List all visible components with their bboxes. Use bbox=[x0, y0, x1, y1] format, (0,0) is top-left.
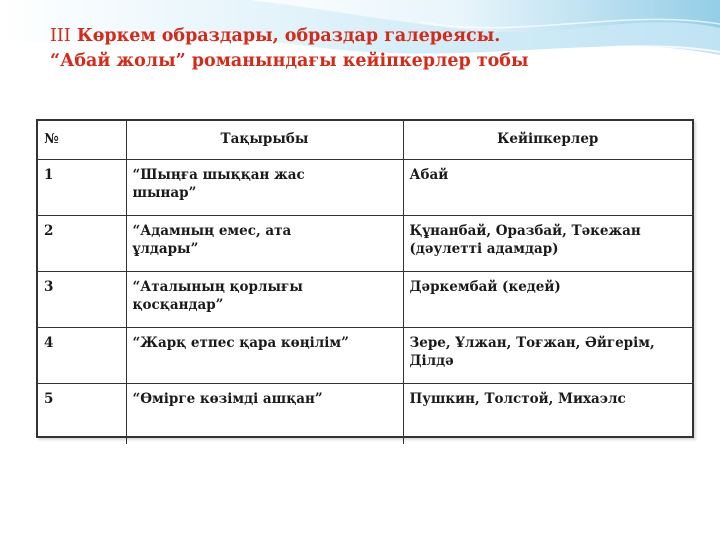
table-row bbox=[38, 271, 692, 327]
cell-characters-line: (дәулетті адамдар) bbox=[409, 240, 559, 257]
cell-topic-line: “Адамның емес, ата bbox=[132, 222, 292, 239]
cell-topic-line: “Жарқ етпес қара көңілім” bbox=[132, 334, 349, 351]
cell-number: 3 bbox=[38, 271, 126, 327]
column-header-number: № bbox=[38, 121, 126, 159]
title-line-1 bbox=[50, 24, 529, 49]
cell-characters-line: Құнанбай, Оразбай, Тәкежан bbox=[409, 222, 641, 239]
table-row bbox=[38, 383, 692, 444]
cell-topic bbox=[126, 327, 403, 383]
cell-topic bbox=[126, 271, 403, 327]
cell-number: 5 bbox=[38, 383, 126, 444]
table-row bbox=[38, 327, 692, 383]
cell-topic-line: қосқандар” bbox=[132, 296, 224, 313]
title-line-2: “Абай жолы” романындағы кейіпкерлер тобы bbox=[50, 51, 529, 71]
cell-topic bbox=[126, 159, 403, 215]
cell-characters bbox=[403, 215, 692, 271]
column-header-topic: Тақырыбы bbox=[126, 121, 403, 159]
table-row bbox=[38, 215, 692, 271]
cell-topic-line: ұлдары” bbox=[132, 240, 199, 257]
cell-characters-line: Абай bbox=[409, 166, 449, 183]
cell-topic-line: “Шыңға шыққан жас bbox=[132, 166, 305, 183]
cell-characters bbox=[403, 383, 692, 444]
characters-table bbox=[38, 121, 692, 444]
slide-title bbox=[50, 24, 529, 74]
column-header-characters: Кейіпкерлер bbox=[403, 121, 692, 159]
cell-topic bbox=[126, 215, 403, 271]
cell-topic-line: “Өмірге көзімді ашқан” bbox=[132, 390, 323, 407]
cell-topic bbox=[126, 383, 403, 444]
cell-number: 2 bbox=[38, 215, 126, 271]
section-numeral: III bbox=[50, 26, 71, 46]
table-header-row bbox=[38, 121, 692, 159]
cell-number: 4 bbox=[38, 327, 126, 383]
title-line-1-text: Көркем образдары, образдар галереясы. bbox=[76, 26, 501, 46]
cell-characters-line: Дәркембай (кедей) bbox=[409, 278, 561, 295]
characters-table-frame bbox=[36, 119, 694, 438]
cell-characters-line: Ділдә bbox=[409, 352, 454, 369]
cell-characters bbox=[403, 159, 692, 215]
cell-topic-line: “Аталының қорлығы bbox=[132, 278, 303, 295]
cell-characters-line: Пушкин, Толстой, Михаэлс bbox=[409, 390, 626, 407]
cell-characters bbox=[403, 327, 692, 383]
table-row bbox=[38, 159, 692, 215]
cell-characters bbox=[403, 271, 692, 327]
cell-characters-line: Зере, Ұлжан, Тоғжан, Әйгерім, bbox=[409, 334, 655, 351]
cell-topic-line: шынар” bbox=[132, 184, 197, 201]
cell-number: 1 bbox=[38, 159, 126, 215]
